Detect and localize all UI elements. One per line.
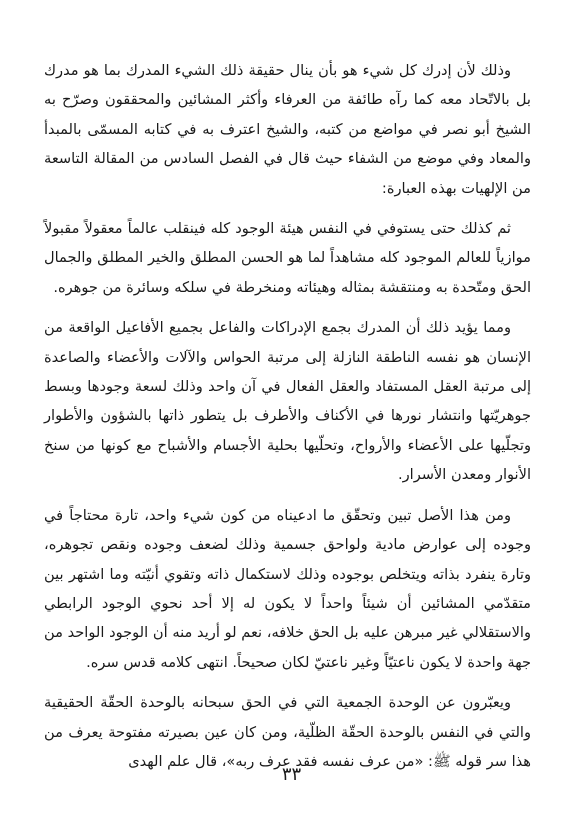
paragraph-4: ومن هذا الأصل تبين وتحقّق ما ادعيناه من كون شيء واحد، تارة محتاجاً في وجوده إلى عوارض مادية ولواحق جسمية وذلك لضعف وجوده ونقص تجوهره، وتارة ينفرد بذاته ويتخلص بوجوده وذلك لاستكمال ذاته وتقوي أنيّته وما اشتهر بين متقدّمي المشائين أن شيئاً واحداً لا يكون له إلا أحد نحوي الوجود الرابطي والاستقلالي غير مبرهن عليه بل الحق خلافه، نعم لو أريد منه أن الوجود الواحد من جهة واحدة لا يكون ناعتيّاً وغير ناعتيّ لكان صحيحاً. انتهى كلامه قدس سره.: [44, 506, 531, 671]
page-number: ٣٣: [281, 764, 302, 785]
quotation-paragraph: ثم كذلك حتى يستوفي في النفس هيئة الوجود كله فينقلب عالماً معقولاً مقبولاً موازياً للعالم الموجود كله مشاهداً لما هو الحسن المطلق والخير المطلق والجمال الحق ومتّحدة به ومنتقشة بمثاله وهيئاته ومنخرطة في سلكه وسائرة من جوهره.: [44, 220, 531, 296]
body-text: [44, 56, 531, 776]
paragraph-1: وذلك لأن إدرك كل شيء هو بأن ينال حقيقة ذلك الشيء المدرك بما هو مدرك بل بالاتّحاد معه كما رآه طائفة من العرفاء وأكثر المشائين والمحققون وصرّح به الشيخ أبو نصر في مواضع من كتبه، والشيخ اعترف به في كتابه المسمّى بالمبدأ والمعاد وفي موضع من الشفاء حيث قال في الفصل السادس من المقالة التاسعة من الإلهيات بهذه العبارة:: [44, 62, 531, 197]
paragraph-5: ويعبّرون عن الوحدة الجمعية التي في الحق سبحانه بالوحدة الحقّة الحقيقية والتي في النفس بالوحدة الحقّة الظلّية، ومن كان عين بصيرته مفتوحة يعرف من هذا سر قوله ﷺ: «من عرف نفسه فقد عرف ربه»، قال علم الهدى: [44, 694, 531, 770]
paragraph-3: ومما يؤيد ذلك أن المدرك بجمع الإدراكات والفاعل بجميع الأفاعيل الواقعة من الإنسان هو نفسه الناطقة النازلة إلى مرتبة الحواس والآلات والأعضاء والصاعدة إلى مرتبة العقل المستفاد والعقل الفعال في آن واحد وذلك لسعة وجودها وبسط جوهريّتها وانتشار نورها في الأكناف والأطرف بل يتطور ذاتها بالشؤون والأطوار وتجلّيها على الأعضاء والأرواح، وتحلّيها بحلية الأجسام والأشباح مع كونها من سنخ الأنوار ومعدن الأسرار.: [44, 319, 531, 484]
